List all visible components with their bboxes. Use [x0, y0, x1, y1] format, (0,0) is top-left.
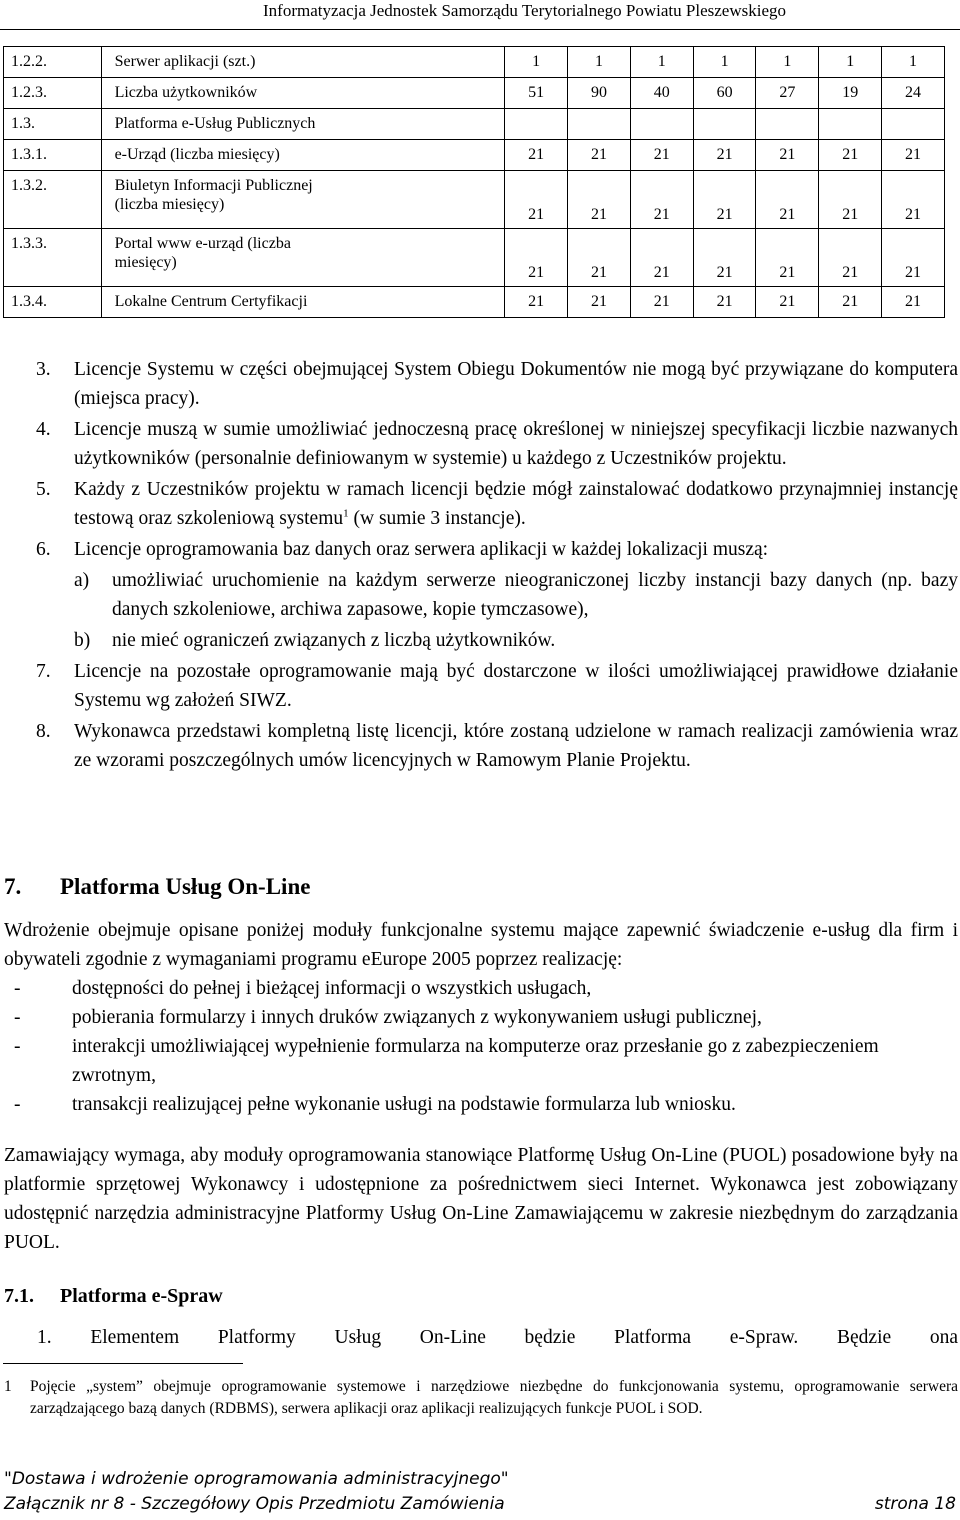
- item-text: Licencje Systemu w części obejmującej System Obiegu Dokumentów nie mogą być przywiązane do komputera (miejsca pracy).: [74, 359, 958, 409]
- sub-item: [74, 566, 958, 624]
- header-title: Informatyzacja Jednostek Samorządu Terytorialnego Powiatu Pleszewskiego: [263, 1, 786, 20]
- cell-value: 60: [693, 78, 756, 109]
- footnote-text: Pojęcie „system” obejmuje oprogramowanie systemowe i narzędziowe niezbędne do funkcjonowania systemu, oprogramowanie serwera zarządzającego bazą danych (RDBMS), serwera aplikacji oraz aplikacji realizujących funkcje PUOL i SOD.: [30, 1378, 958, 1417]
- row-name-line: miesięcy): [114, 254, 177, 271]
- cell-value: 19: [819, 78, 882, 109]
- table-row: [4, 140, 945, 171]
- cell-value: 21: [505, 287, 568, 318]
- row-name: Lokalne Centrum Certyfikacji: [101, 287, 505, 318]
- section-intro: [4, 916, 958, 1119]
- cell-value: 21: [693, 229, 756, 287]
- cell-value: 21: [630, 287, 693, 318]
- section-heading: [4, 874, 310, 900]
- cell-value: 1: [882, 47, 945, 78]
- footnote: [4, 1376, 958, 1420]
- row-name: Platforma e-Usług Publicznych: [101, 109, 505, 140]
- bullet-text: interakcji umożliwiającej wypełnienie formularza na komputerze oraz przesłanie go z zabezpieczeniem zwrotnym,: [72, 1036, 879, 1086]
- list-item: [36, 415, 958, 473]
- cell-value: 21: [568, 171, 631, 229]
- cell-value: 1: [630, 47, 693, 78]
- row-name: [101, 229, 505, 287]
- footer-line: [4, 1492, 956, 1517]
- sub-item-text: nie mieć ograniczeń związanych z liczbą użytkowników.: [112, 630, 556, 651]
- cell-value: 21: [882, 171, 945, 229]
- cell-value: 1: [568, 47, 631, 78]
- spec-table: [3, 46, 945, 318]
- cell-value: 1: [756, 47, 819, 78]
- cell-value: 40: [630, 78, 693, 109]
- footer-attachment: Załącznik nr 8 - Szczegółowy Opis Przedmiotu Zamówienia: [4, 1494, 505, 1514]
- item-number: 3.: [36, 359, 51, 380]
- footer-title: "Dostawa i wdrożenie oprogramowania administracyjnego": [4, 1469, 509, 1489]
- cell-value: 21: [756, 140, 819, 171]
- subsection-text: 1. Elementem Platformy Usług On-Line będzie Platforma e-Spraw. Będzie ona: [37, 1327, 958, 1348]
- table-row: [4, 229, 945, 287]
- cell-value: 1: [819, 47, 882, 78]
- cell-value: [505, 109, 568, 140]
- cell-value: 21: [693, 171, 756, 229]
- bullet-text: transakcji realizującej pełne wykonanie usługi na podstawie formularza lub wniosku.: [72, 1094, 736, 1115]
- cell-value: 21: [568, 287, 631, 318]
- cell-value: 21: [756, 287, 819, 318]
- cell-value: 21: [882, 229, 945, 287]
- item-text: Licencje na pozostałe oprogramowanie mają być dostarczone w ilości umożliwiającej prawidłowe działanie Systemu wg założeń SIWZ.: [74, 661, 958, 711]
- row-number: 1.3.1.: [4, 140, 102, 171]
- list-item: [36, 475, 958, 533]
- cell-value: 1: [505, 47, 568, 78]
- section-number: 7.: [4, 874, 22, 899]
- table-row: [4, 109, 945, 140]
- list-item: [4, 1090, 958, 1119]
- item-number: 4.: [36, 419, 51, 440]
- item-text: Licencje muszą w sumie umożliwiać jednoczesną pracę określonej w niniejszej specyfikacji liczbie nazwanych użytkowników (personalnie definiowanym w systemie) u każdego z Uczestników projektu.: [74, 419, 958, 469]
- row-number: 1.3.3.: [4, 229, 102, 287]
- cell-value: 21: [505, 140, 568, 171]
- row-name: Liczba użytkowników: [101, 78, 505, 109]
- sub-item-letter: a): [74, 570, 90, 591]
- cell-value: 51: [505, 78, 568, 109]
- cell-value: [756, 109, 819, 140]
- cell-value: 21: [630, 140, 693, 171]
- list-item: [36, 717, 958, 775]
- cell-value: 21: [505, 171, 568, 229]
- cell-value: 27: [756, 78, 819, 109]
- page-header: [0, 0, 960, 30]
- sub-item-letter: b): [74, 630, 91, 651]
- list-item: [4, 1003, 958, 1032]
- cell-value: 21: [568, 140, 631, 171]
- row-number: 1.3.4.: [4, 287, 102, 318]
- sub-item: [74, 626, 958, 655]
- dash-bullet: -: [14, 978, 21, 999]
- cell-value: 21: [505, 229, 568, 287]
- cell-value: 21: [756, 171, 819, 229]
- cell-value: 21: [630, 171, 693, 229]
- cell-value: 21: [693, 140, 756, 171]
- row-number: 1.3.: [4, 109, 102, 140]
- cell-value: 21: [819, 229, 882, 287]
- row-name: Serwer aplikacji (szt.): [101, 47, 505, 78]
- cell-value: 21: [819, 171, 882, 229]
- subsection-heading: [4, 1285, 223, 1308]
- cell-value: 21: [882, 140, 945, 171]
- item-text: (w sumie 3 instancje).: [348, 508, 526, 529]
- cell-value: 21: [756, 229, 819, 287]
- item-number: 5.: [36, 479, 51, 500]
- cell-value: 21: [630, 229, 693, 287]
- row-name-line: (liczba miesięcy): [114, 196, 225, 213]
- cell-value: [882, 109, 945, 140]
- dash-bullet: -: [14, 1094, 21, 1115]
- footnote-number: 1: [4, 1378, 12, 1395]
- license-list: [36, 355, 958, 777]
- cell-value: 21: [819, 140, 882, 171]
- section-title: Platforma Usług On-Line: [60, 874, 311, 899]
- item-number: 8.: [36, 721, 51, 742]
- list-item: [36, 535, 958, 655]
- item-number: 6.: [36, 539, 51, 560]
- table-row: [4, 47, 945, 78]
- table-row: [4, 78, 945, 109]
- cell-value: [693, 109, 756, 140]
- footnote-ref[interactable]: 1: [343, 507, 349, 520]
- list-item: [36, 355, 958, 413]
- cell-value: 21: [819, 287, 882, 318]
- cell-value: [630, 109, 693, 140]
- sub-item-text: umożliwiać uruchomienie na każdym serwerze nieograniczonej liczby instancji bazy danych (np. bazy danych szkoleniowe, archiwa zapasowe, kopie tymczasowe),: [112, 570, 958, 620]
- row-number: 1.2.2.: [4, 47, 102, 78]
- page-footer: [4, 1467, 956, 1517]
- cell-value: 21: [568, 229, 631, 287]
- list-item: [4, 974, 958, 1003]
- cell-value: 24: [882, 78, 945, 109]
- row-name-line: Biuletyn Informacji Publicznej: [114, 177, 313, 194]
- row-number: 1.2.3.: [4, 78, 102, 109]
- row-name: e-Urząd (liczba miesięcy): [101, 140, 505, 171]
- bullet-text: pobierania formularzy i innych druków związanych z wykonywaniem usługi publicznej,: [72, 1007, 762, 1028]
- list-item: [4, 1032, 958, 1090]
- cell-value: 21: [693, 287, 756, 318]
- subsection-title: Platforma e-Spraw: [60, 1285, 223, 1307]
- dash-bullet: -: [14, 1007, 21, 1028]
- row-name: [101, 171, 505, 229]
- page-number: strona 18: [874, 1494, 956, 1514]
- list-item: [36, 657, 958, 715]
- item-text: Licencje oprogramowania baz danych oraz serwera aplikacji w każdej lokalizacji muszą:: [74, 539, 769, 560]
- item-text: Każdy z Uczestników projektu w ramach licencji będzie mógł zainstalować dodatkowo przynajmniej instancję testową oraz szkoleniową systemu: [74, 479, 958, 529]
- table-row: [4, 287, 945, 318]
- cell-value: 90: [568, 78, 631, 109]
- cell-value: [568, 109, 631, 140]
- cell-value: 1: [693, 47, 756, 78]
- footnote-divider: [3, 1363, 243, 1364]
- row-number: 1.3.2.: [4, 171, 102, 229]
- subsection-number: 7.1.: [4, 1285, 34, 1307]
- section-paragraph: Zamawiający wymaga, aby moduły oprogramowania stanowiące Platformę Usług On-Line (PUOL) posadowione były na platformie sprzętowej Wykonawcy i udostępnione za pośrednictwem sieci Internet. Wykonawca jest zobowiązany udostępnić narzędzia administracyjne Platformy Usług On-Line Zamawiającemu w zakresie niezbędnym do zarządzania PUOL.: [4, 1145, 958, 1253]
- item-text: Wykonawca przedstawi kompletną listę licencji, które zostaną udzielone w ramach realizacji zamówienia wraz ze wzorami poszczególnych umów licencyjnych w Ramowym Planie Projektu.: [74, 721, 958, 771]
- row-name-line: Portal www e-urząd (liczba: [114, 235, 291, 252]
- cell-value: 21: [882, 287, 945, 318]
- intro-text: Wdrożenie obejmuje opisane poniżej moduły funkcjonalne systemu mające zapewnić świadczenie e-usług dla firm i obywateli zgodnie z wymaganiami programu eEurope 2005 poprzez realizację:: [4, 920, 958, 970]
- table-row: [4, 171, 945, 229]
- cell-value: [819, 109, 882, 140]
- dash-bullet: -: [14, 1036, 21, 1057]
- item-number: 7.: [36, 661, 51, 682]
- bullet-text: dostępności do pełnej i bieżącej informacji o wszystkich usługach,: [72, 978, 592, 999]
